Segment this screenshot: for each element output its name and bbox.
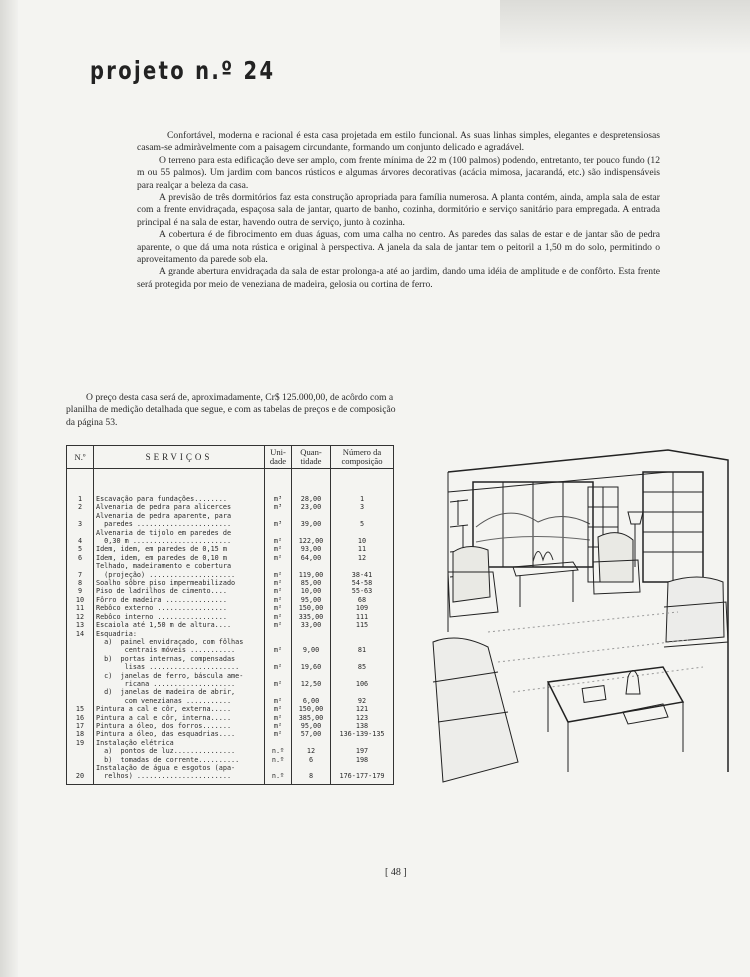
row-unit: m² [265,655,292,672]
intro-paragraph: Confortável, moderna e racional é esta casa projetada em estilo funcional. As suas linhas simples, elegantes e despretensiosas casam-se admiràvelmente com a paisagem circundante, formando um conjunto delicado e agradável. [137,130,660,154]
price-paragraph: O preço desta casa será de, aproximadamente, Cr$ 125.000,00, de acôrdo com a planilha de medição detalhada que segue, e com as tabelas de preços e de composição da página 53. [66,392,396,428]
table-row [67,512,394,529]
row-quantity: 385,00 [292,714,331,722]
table-row [67,529,394,546]
page-edge-shadow [0,0,18,977]
row-number [67,672,94,689]
row-number [67,756,94,764]
row-quantity: 9,00 [292,638,331,655]
row-unit: m² [265,730,292,738]
row-composition: 111 [331,613,394,621]
row-number: 5 [67,545,94,553]
table-row [67,621,394,629]
row-service: Idem, idem, em paredes de 0,10 m [94,554,265,562]
header-number: N.º [67,446,94,469]
table-row [67,579,394,587]
row-unit: n.º [265,764,292,784]
table-row [67,655,394,672]
row-number: 17 [67,722,94,730]
row-service: Fôrro de madeira ............... [94,596,265,604]
row-number: 19 [67,739,94,747]
intro-paragraph: O terreno para esta edificação deve ser amplo, com frente mínima de 22 m (100 palmos) podendo, entretanto, ter pouco fundo (12 m ou 55 palmos). Um jardim com bancos rústicos e algumas árvores decorativas (acácia mimosa, jacarandá, etc.) são indispensáveis para realçar a beleza da casa. [137,154,660,191]
row-composition: 197 [331,747,394,755]
table-row [67,604,394,612]
row-service: Alvenaria de pedra aparente, para paredes ....................... [94,512,265,529]
intro-paragraph: A cobertura é de fibrocimento em duas águas, com uma calha no centro. As paredes das salas de estar e de jantar são de pedra aparente, o que dá uma nota rústica e original à perspectiva. A janela da sala de jantar tem o peitoril a 1,50 m do solo, permitindo o aproveitamento da parede sob ela. [137,229,660,266]
row-quantity [292,630,331,638]
row-composition [331,739,394,747]
row-unit: n.º [265,756,292,764]
row-service: Instalação de água e esgotos (apa- relhos) ....................... [94,764,265,784]
row-composition: 176-177-179 [331,764,394,784]
row-unit: m² [265,562,292,579]
row-service: Instalação elétrica [94,739,265,747]
row-number: 2 [67,503,94,511]
row-unit [265,630,292,638]
table-row [67,722,394,730]
row-number: 18 [67,730,94,738]
row-quantity: 19,60 [292,655,331,672]
row-service: Esquadria: [94,630,265,638]
row-quantity: 150,00 [292,604,331,612]
row-unit: m² [265,529,292,546]
row-service: a) painel envidraçado, com fôlhas centrais móveis ........... [94,638,265,655]
table-row [67,469,394,504]
row-unit [265,739,292,747]
row-service: b) tomadas de corrente.......... [94,756,265,764]
row-unit: m² [265,545,292,553]
row-service: Pintura a óleo, das esquadrias.... [94,730,265,738]
row-unit: m² [265,714,292,722]
row-unit: m² [265,722,292,730]
table-row [67,545,394,553]
row-number: 11 [67,604,94,612]
row-composition: 123 [331,714,394,722]
row-number: 9 [67,587,94,595]
row-composition: 138 [331,722,394,730]
row-composition: 109 [331,604,394,612]
row-composition: 12 [331,554,394,562]
row-quantity: 64,00 [292,554,331,562]
row-number: 14 [67,630,94,638]
table-row [67,596,394,604]
row-composition: 3 [331,503,394,511]
table-row [67,503,394,511]
row-quantity: 57,00 [292,730,331,738]
row-quantity: 85,00 [292,579,331,587]
table-header-row [67,446,394,469]
row-quantity: 95,00 [292,596,331,604]
table-row [67,554,394,562]
intro-paragraph: A grande abertura envidraçada da sala de estar prolonga-a até ao jardim, dando uma idéia de amplitude e de confôrto. Esta frente será protegida por meio de veneziana de madeira, gelosia ou cortina de ferro. [137,266,660,290]
row-unit: m² [265,621,292,629]
intro-paragraph: A previsão de três dormitórios faz esta construção apropriada para família numerosa. A planta contém, ainda, ampla sala de estar com a frente envidraçada, espaçosa sala de jantar, quarto de banho, cozinha, dormitório e serviço sanitário para empregada. A entrada principal é na sala de estar, havendo outra de serviço, junto à cozinha. [137,192,660,228]
table-row [67,705,394,713]
row-unit: m² [265,613,292,621]
row-service: Alvenaria de pedra para alicerces [94,503,265,511]
row-quantity: 95,00 [292,722,331,730]
row-service: Alvenaria de tijolo em paredes de 0,30 m ........................ [94,529,265,546]
table-row [67,714,394,722]
row-unit: m² [265,688,292,705]
table-row [67,739,394,747]
row-quantity: 39,00 [292,512,331,529]
row-composition: 115 [331,621,394,629]
scan-shading [500,0,750,55]
row-quantity: 33,00 [292,621,331,629]
row-composition: 121 [331,705,394,713]
page-number: [ 48 ] [385,867,407,878]
row-quantity: 6,00 [292,688,331,705]
row-service: Soalho sôbre piso impermeabilizado [94,579,265,587]
row-number: 4 [67,529,94,546]
row-number: 20 [67,764,94,784]
header-services: SERVIÇOS [94,446,265,469]
row-number: 15 [67,705,94,713]
row-quantity: 150,00 [292,705,331,713]
row-unit: m² [265,638,292,655]
row-number: 6 [67,554,94,562]
row-composition: 10 [331,529,394,546]
row-number: 10 [67,596,94,604]
row-quantity: 28,00 [292,469,331,504]
header-quantity: Quan- tidade [292,446,331,469]
page-title: projeto n.º 24 [90,56,276,85]
row-unit: m² [265,587,292,595]
table-row [67,562,394,579]
row-number: 7 [67,562,94,579]
intro-text [137,130,660,291]
row-service: Pintura a cal e côr, externa..... [94,705,265,713]
row-unit: m² [265,596,292,604]
table-row [67,764,394,784]
row-number: 3 [67,512,94,529]
row-unit: m² [265,604,292,612]
row-number [67,638,94,655]
row-unit: m³ [265,512,292,529]
table-row [67,688,394,705]
row-service: Rebôco interno ................. [94,613,265,621]
row-number: 12 [67,613,94,621]
table-row [67,756,394,764]
table-row [67,638,394,655]
services-table [66,445,394,785]
row-quantity [292,739,331,747]
row-quantity: 119,00 [292,562,331,579]
row-number: 16 [67,714,94,722]
row-service: c) janelas de ferro, báscula ame- ricana .................... [94,672,265,689]
table-row [67,630,394,638]
table-body [67,469,394,785]
row-service: Idem, idem, em paredes de 0,15 m [94,545,265,553]
row-number: 8 [67,579,94,587]
row-quantity: 335,00 [292,613,331,621]
table-row [67,587,394,595]
row-service: a) pontos de luz............... [94,747,265,755]
row-composition: 1 [331,469,394,504]
row-quantity: 6 [292,756,331,764]
header-composition: Número da composição [331,446,394,469]
row-composition: 92 [331,688,394,705]
row-composition [331,630,394,638]
row-service: Pintura a cal e côr, interna..... [94,714,265,722]
table-row [67,672,394,689]
row-service: Pintura a óleo, dos forros....... [94,722,265,730]
row-quantity: 8 [292,764,331,784]
living-room-illustration [428,432,730,787]
row-quantity: 122,00 [292,529,331,546]
row-composition: 68 [331,596,394,604]
row-service: d) janelas de madeira de abrir, com venezianas ........... [94,688,265,705]
row-composition: 85 [331,655,394,672]
row-unit: m² [265,579,292,587]
row-composition: 38-41 [331,562,394,579]
row-unit: m² [265,672,292,689]
row-composition: 55-63 [331,587,394,595]
row-unit: n.º [265,747,292,755]
table-row [67,613,394,621]
row-service: Piso de ladrilhos de cimento.... [94,587,265,595]
row-service: Telhado, madeiramento e cobertura (projeção) ..................... [94,562,265,579]
row-number [67,688,94,705]
row-number: 1 [67,469,94,504]
row-composition: 198 [331,756,394,764]
row-unit: m³ [265,469,292,504]
row-quantity: 10,00 [292,587,331,595]
row-number: 13 [67,621,94,629]
row-unit: m³ [265,503,292,511]
row-quantity: 93,00 [292,545,331,553]
row-composition: 54-58 [331,579,394,587]
row-number [67,747,94,755]
row-composition: 106 [331,672,394,689]
row-unit: m² [265,554,292,562]
row-composition: 11 [331,545,394,553]
header-unit: Uni- dade [265,446,292,469]
row-service: b) portas internas, compensadas lisas ...................... [94,655,265,672]
row-composition: 5 [331,512,394,529]
table-row [67,730,394,738]
row-quantity: 12 [292,747,331,755]
row-unit: m² [265,705,292,713]
row-composition: 136-139-135 [331,730,394,738]
row-quantity: 23,00 [292,503,331,511]
row-service: Escavação para fundações........ [94,469,265,504]
row-quantity: 12,50 [292,672,331,689]
row-composition: 81 [331,638,394,655]
row-service: Escaiola até 1,50 m de altura.... [94,621,265,629]
row-number [67,655,94,672]
table-row [67,747,394,755]
row-service: Rebôco externo ................. [94,604,265,612]
